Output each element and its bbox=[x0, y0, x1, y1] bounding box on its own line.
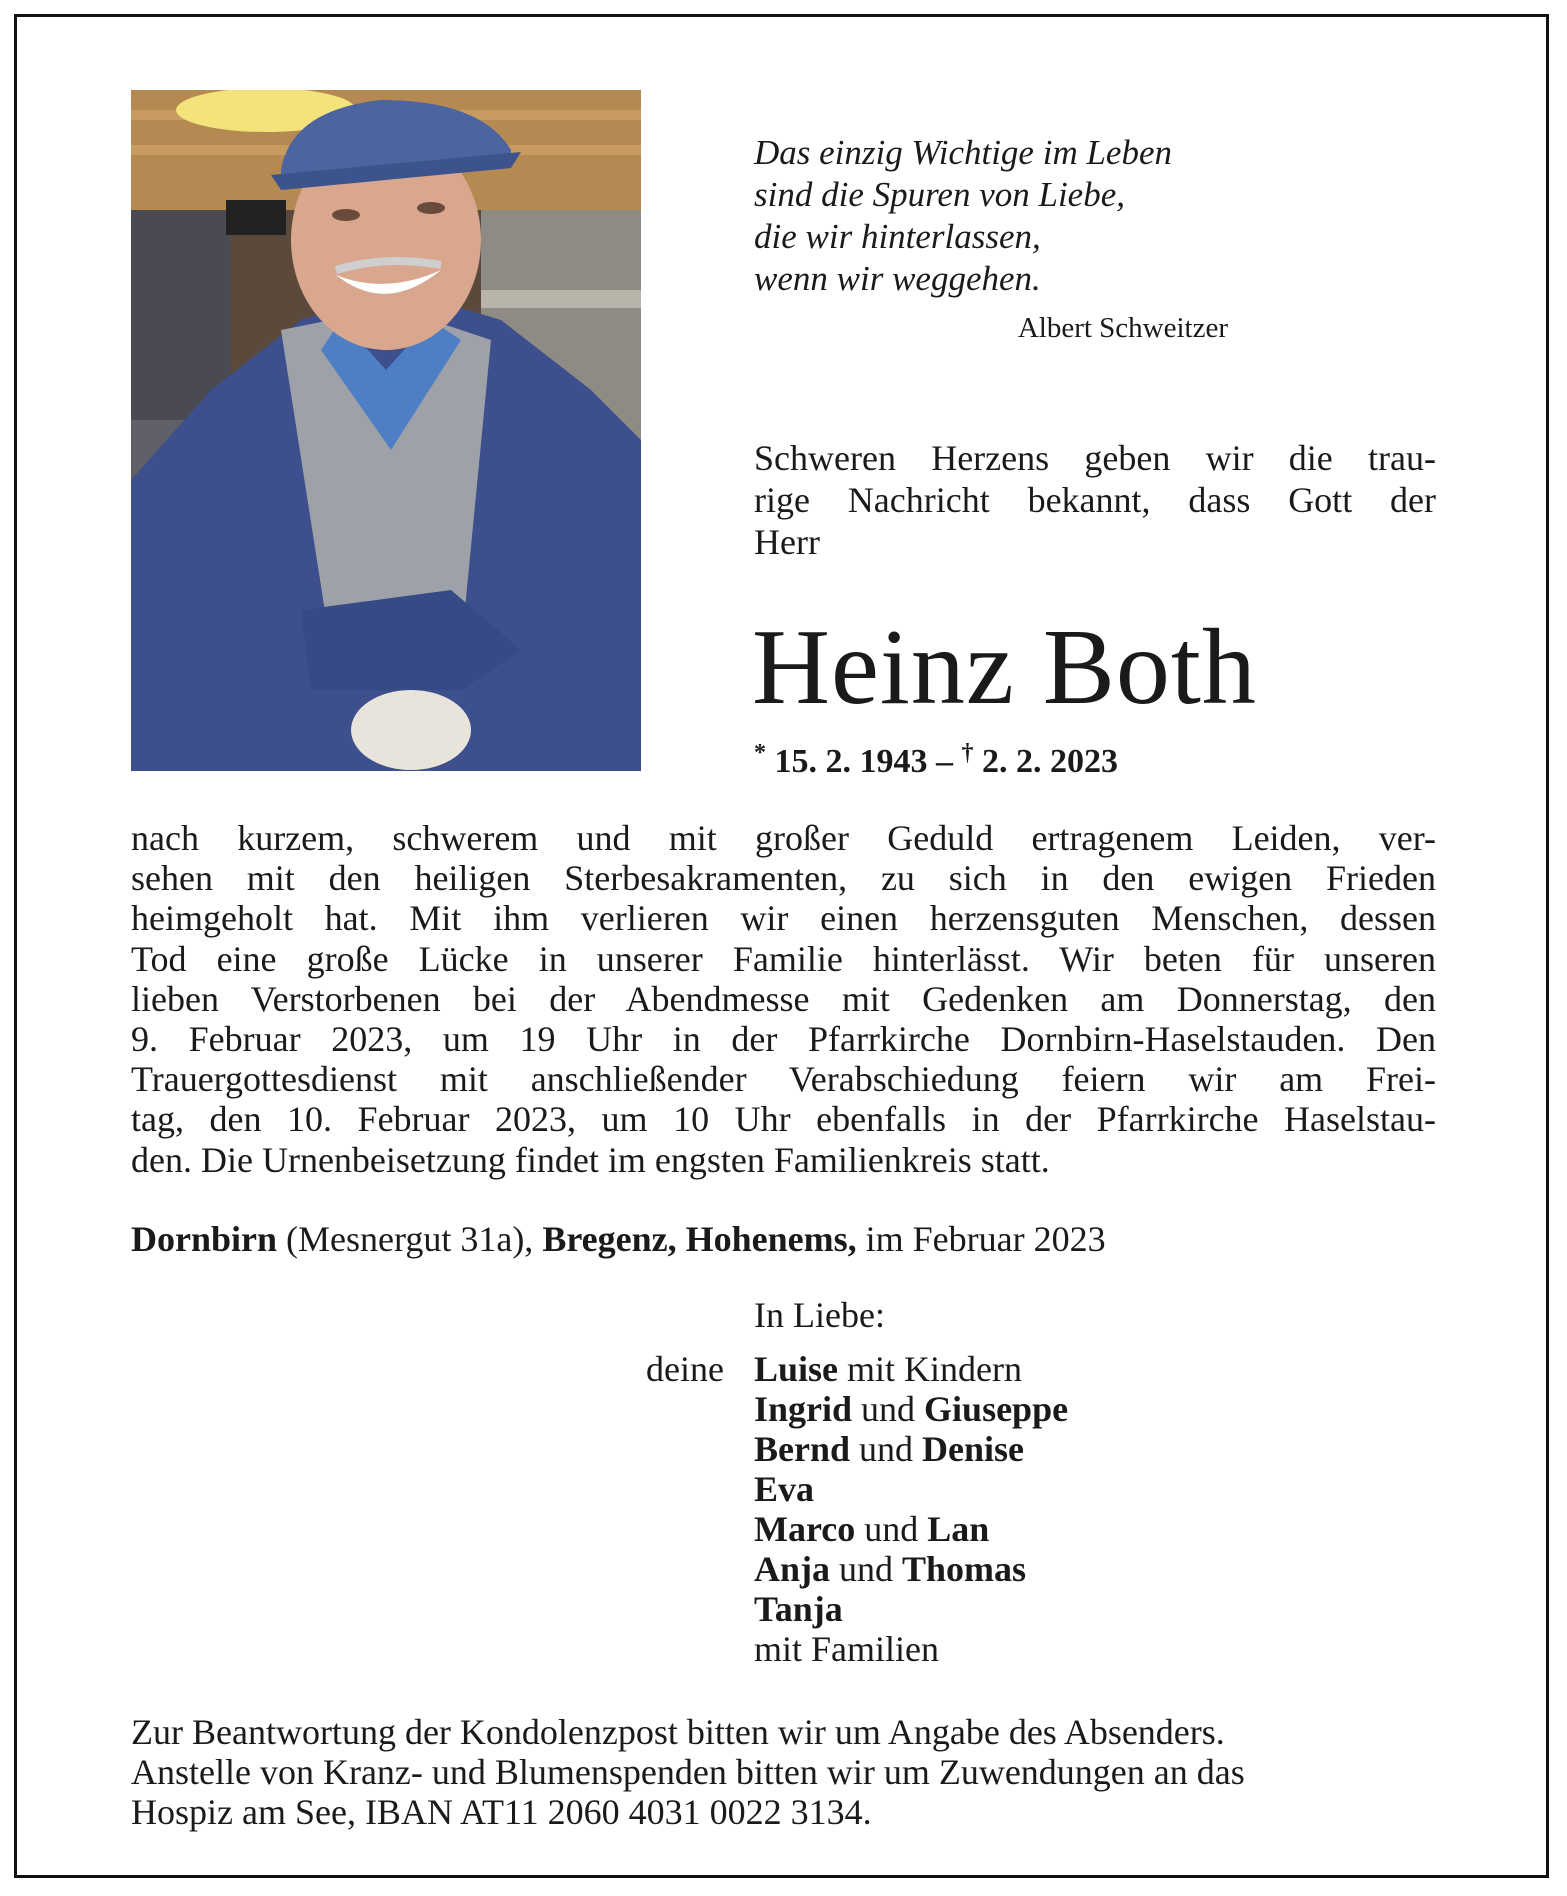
body-line: nach kurzem, schwerem und mit großer Geduld ertragenem Leiden, ver- bbox=[131, 818, 1436, 858]
mourners-closing: mit Familien bbox=[754, 1629, 939, 1669]
intro-line: Herr bbox=[754, 522, 820, 562]
memorial-quote bbox=[754, 132, 1274, 300]
body-line: tag, den 10. Februar 2023, um 10 Uhr ebenfalls in der Pfarrkirche Haselstau- bbox=[131, 1099, 1436, 1140]
quote-line: wenn wir weggehen. bbox=[754, 259, 1041, 298]
mourner-row bbox=[754, 1429, 1068, 1469]
body-line: 9. Februar 2023, um 19 Uhr in der Pfarrkirche Dornbirn-Haselstauden. Den bbox=[131, 1019, 1436, 1060]
mourner-row bbox=[754, 1389, 1068, 1429]
place-date: im Februar 2023 bbox=[865, 1219, 1106, 1259]
mourner-name: Luise bbox=[754, 1349, 839, 1389]
death-date: 2. 2. 2023 bbox=[982, 743, 1118, 780]
mourner-conj: und bbox=[861, 1389, 916, 1429]
mourners-heading: In Liebe: bbox=[754, 1295, 885, 1335]
mourner-conj: mit Kindern bbox=[847, 1349, 1023, 1389]
place-and-date bbox=[131, 1218, 1106, 1260]
mourner-name: Denise bbox=[922, 1429, 1025, 1469]
birth-symbol: * bbox=[754, 740, 766, 766]
place-address: (Mesnergut 31a), bbox=[286, 1219, 534, 1259]
footer-note bbox=[131, 1712, 1436, 1832]
place-city: Dornbirn bbox=[131, 1219, 278, 1259]
mourner-name: Thomas bbox=[902, 1549, 1027, 1589]
mourner-name: Giuseppe bbox=[924, 1389, 1069, 1429]
portrait-photo bbox=[131, 90, 641, 771]
mourner-conj: und bbox=[839, 1549, 894, 1589]
mourner-row bbox=[754, 1509, 1068, 1549]
announcement-body bbox=[131, 818, 1436, 1180]
mourner-row bbox=[754, 1469, 1068, 1509]
mourner-row bbox=[754, 1549, 1068, 1589]
footer-line: Anstelle von Kranz- und Blumenspenden bitten wir um Zuwendungen an das bbox=[131, 1752, 1245, 1792]
place-others: Bregenz, Hohenems, bbox=[542, 1219, 857, 1259]
quote-line: die wir hinterlassen, bbox=[754, 217, 1041, 256]
quote-line: sind die Spuren von Liebe, bbox=[754, 175, 1126, 214]
footer-line: Zur Beantwortung der Kondolenzpost bitten wir um Angabe des Absenders. bbox=[131, 1712, 1225, 1752]
body-line: lieben Verstorbenen bei der Abendmesse mit Gedenken am Donnerstag, den bbox=[131, 978, 1436, 1019]
mourners-list bbox=[754, 1349, 1068, 1669]
body-line: sehen mit den heiligen Sterbesakramenten, zu sich in den ewigen Frieden bbox=[131, 858, 1436, 899]
mourner-name: Tanja bbox=[754, 1589, 843, 1629]
mourner-conj: und bbox=[859, 1429, 914, 1469]
mourner-name: Lan bbox=[927, 1509, 990, 1549]
mourner-name: Marco bbox=[754, 1509, 856, 1549]
body-line: den. Die Urnenbeisetzung findet im engsten Familienkreis statt. bbox=[131, 1139, 1050, 1180]
date-separator: – bbox=[936, 743, 953, 780]
mourner-name: Eva bbox=[754, 1469, 815, 1509]
life-dates bbox=[754, 740, 1118, 781]
body-line: heimgeholt hat. Mit ihm verlieren wir einen herzensguten Menschen, dessen bbox=[131, 898, 1436, 939]
announcement-intro bbox=[754, 437, 1436, 563]
mourner-row bbox=[754, 1589, 1068, 1629]
mourner-row bbox=[754, 1349, 1068, 1389]
intro-line: rige Nachricht bekannt, dass Gott der bbox=[754, 480, 1436, 520]
quote-author: Albert Schweitzer bbox=[1017, 312, 1228, 344]
mourner-name: Anja bbox=[754, 1549, 831, 1589]
quote-line: Das einzig Wichtige im Leben bbox=[754, 133, 1173, 172]
body-line: Tod eine große Lücke in unserer Familie hinterlässt. Wir beten für unseren bbox=[131, 938, 1436, 979]
death-symbol: † bbox=[961, 740, 974, 766]
body-line: Trauergottesdienst mit anschließender Verabschiedung feiern wir am Frei- bbox=[131, 1059, 1436, 1100]
birth-date: 15. 2. 1943 bbox=[774, 743, 928, 780]
mourner-conj: und bbox=[864, 1509, 919, 1549]
intro-line: Schweren Herzens geben wir die trau- bbox=[754, 438, 1436, 478]
deceased-name: Heinz Both bbox=[752, 608, 1257, 727]
mourner-name: Ingrid bbox=[754, 1389, 853, 1429]
mourner-name: Bernd bbox=[754, 1429, 851, 1469]
mourners-prefix: deine bbox=[646, 1349, 724, 1389]
footer-line: Hospiz am See, IBAN AT11 2060 4031 0022 3134. bbox=[131, 1792, 872, 1832]
